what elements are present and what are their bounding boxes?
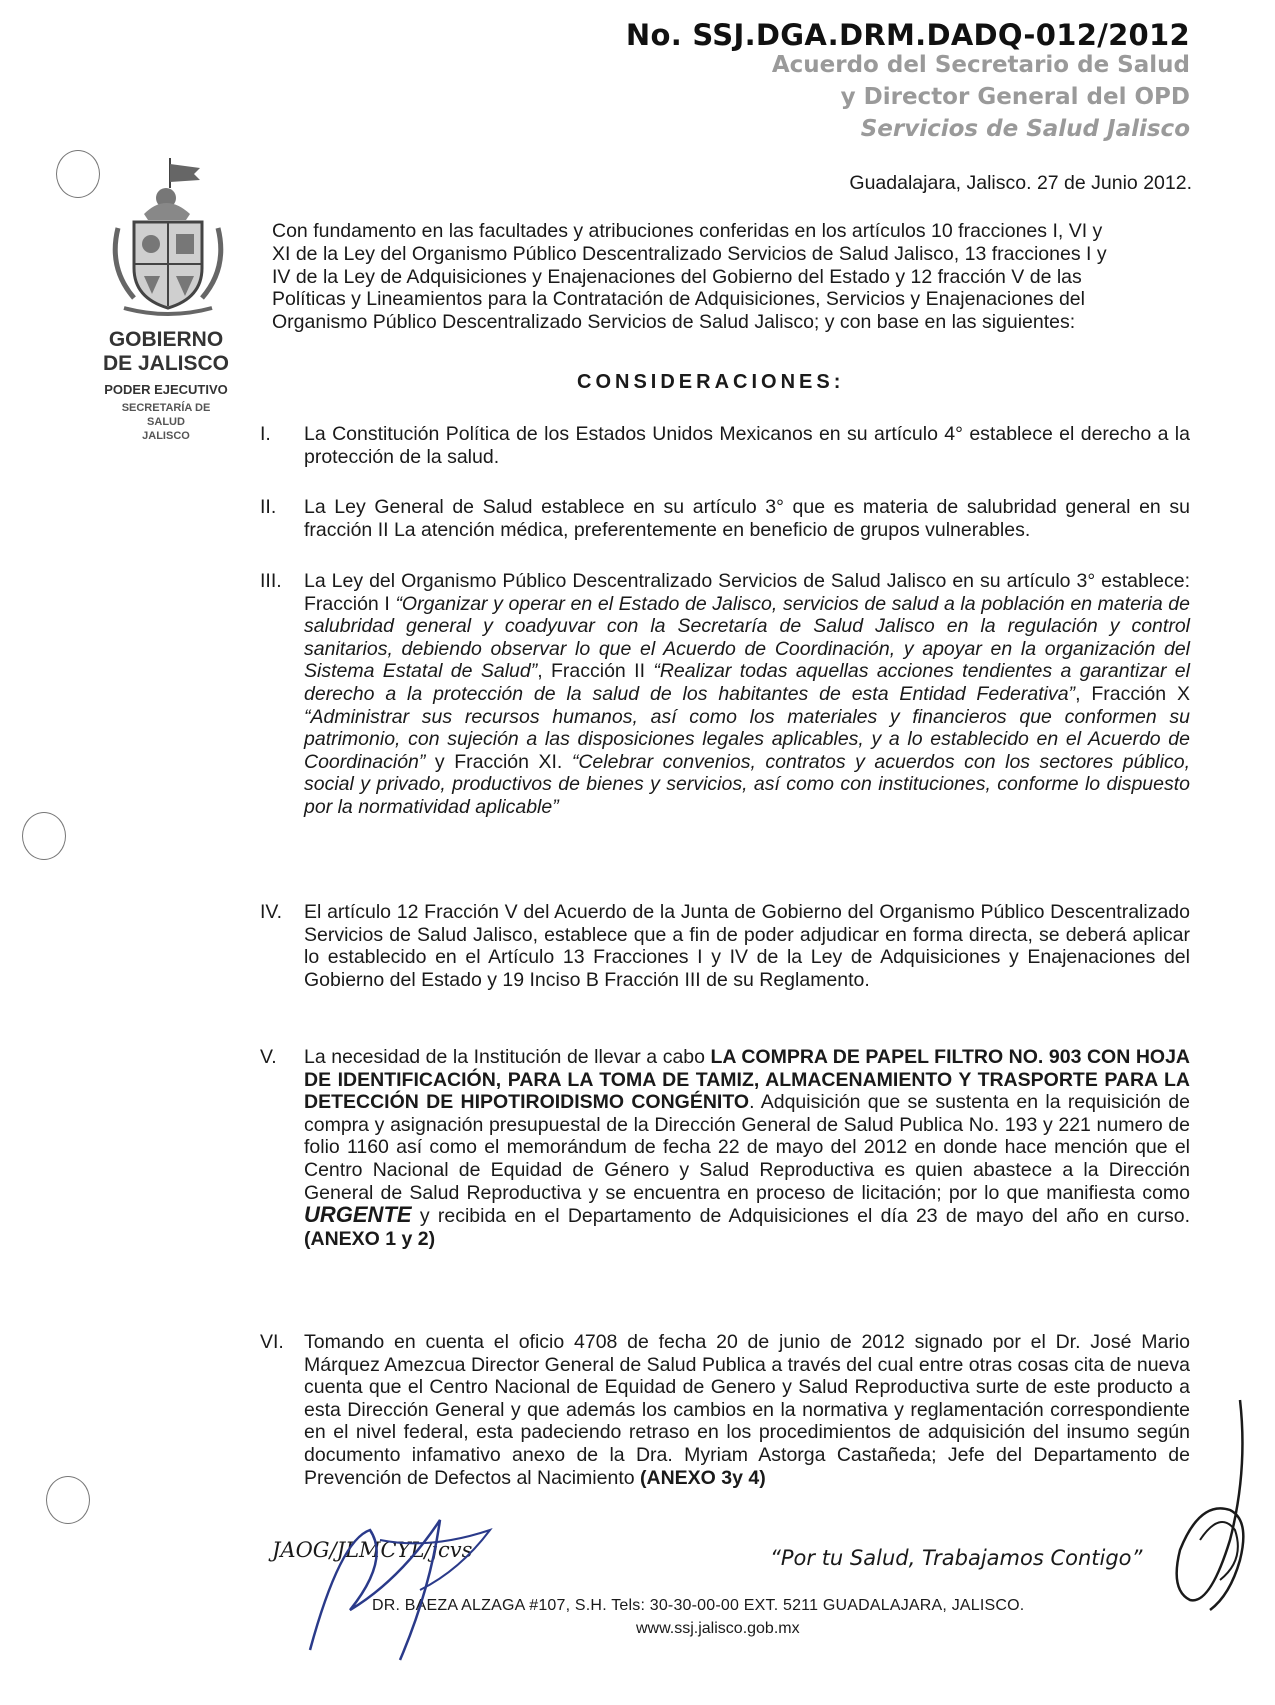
item-text <box>304 1331 1190 1489</box>
logo-line-6: JALISCO <box>142 430 190 442</box>
item-number: III. <box>260 570 282 592</box>
annex-reference: (ANEXO 3y 4) <box>640 1466 766 1489</box>
considerations-heading: CONSIDERACIONES: <box>577 371 845 393</box>
urgent-label: URGENTE <box>304 1202 412 1228</box>
intro-paragraph <box>272 220 1188 334</box>
footer-motto: “Por tu Salud, Trabajamos Contigo” <box>770 1546 1143 1570</box>
item-text-part: , Fracción X <box>1075 682 1190 705</box>
header-line-3: Servicios de Salud Jalisco <box>860 116 1190 142</box>
item-text-part: La necesidad de la Institución de llevar a cabo <box>304 1046 711 1068</box>
item-text-part: Tomando en cuenta el oficio 4708 de fecha 20 de junio de 2012 signado por el Dr. José Mario Márquez Amezcua Director General de Salud Publica a través del cual entre otras cosas cita de nueva cuenta que el Centro Nacional de Equidad de Genero y Salud Reproductiva surte de este producto a esta Dirección General y que además los cambios en la normativa y reglamentación correspondiente en el nivel federal, esta padeciendo retraso en los procedimientos de adquisición del insumo según documento infamativo anexo de la Dra. Myriam Astorga Castañeda; Jefe del Departamento de Prevención de Defectos al Nacimiento <box>304 1331 1190 1489</box>
intro-line: Organismo Público Descentralizado Servicios de Salud Jalisco; y con base en las siguientes: <box>272 311 1076 334</box>
item-quote: “Realizar todas aquellas acciones tendientes a garantizar el derecho a la protección de la salud de los habitantes de esta Entidad Federativa” <box>304 660 1190 705</box>
intro-line: Con fundamento en las facultades y atribuciones conferidas en los artículos 10 fracciones I, VI y <box>272 220 1103 242</box>
punch-hole-bottom <box>46 1476 90 1524</box>
item-text-part: . Adquisición que se sustenta en la requisición de compra y asignación presupuestal de la Dirección General de Salud Publica No. 193 y 221 numero de folio 1160 así como el memorándum de fecha 22 de mayo del 2012 en donde hace mención que el Centro Nacional de Equidad de Género y Salud Reproductiva es quien abastece a la Dirección General de Salud Reproductiva y se encuentra en proceso de licitación; por lo que manifiesta como <box>304 1091 1190 1204</box>
item-text <box>304 1046 1190 1250</box>
item-text: La Ley General de Salud establece en su artículo 3° que es materia de salubridad general en su fracción II La atención médica, preferentemente en beneficio de grupos vulnerables. <box>304 496 1190 541</box>
consideration-item-vi <box>260 1331 1190 1489</box>
header-line-1: Acuerdo del Secretario de Salud <box>771 52 1190 78</box>
punch-hole-top <box>56 150 100 198</box>
item-text-part: , Fracción II <box>537 660 654 683</box>
item-quote: “Celebrar convenios, contratos y acuerdos con los sectores público, social y privado, productivos de bienes y servicios, así como con instituciones, conforme lo dispuesto por la normatividad aplicable” <box>304 750 1190 818</box>
logo-line-3: PODER EJECUTIVO <box>104 382 228 397</box>
signature-icon <box>1160 1390 1265 1620</box>
logo-line-2: DE JALISCO <box>102 352 230 375</box>
item-text: La Constitución Política de los Estados Unidos Mexicanos en su artículo 4° establece el derecho a la protección de la salud. <box>304 423 1190 468</box>
coat-of-arms-icon <box>104 158 232 318</box>
document-date: Guadalajara, Jalisco. 27 de Junio 2012. <box>849 172 1192 194</box>
item-number: I. <box>260 423 271 445</box>
consideration-item-iii <box>260 570 1190 819</box>
document-number: No. SSJ.DGA.DRM.DADQ-012/2012 <box>625 18 1190 52</box>
footer-address: DR. BAEZA ALZAGA #107, S.H. Tels: 30-30-00-00 EXT. 5211 GUADALAJARA, JALISCO. <box>372 1597 1025 1614</box>
reference-initials: JAOG/JLMCYL/jcvs <box>272 1538 473 1562</box>
item-text-part: y recibida en el Departamento de Adquisiciones el día 23 de mayo del año en curso. <box>411 1205 1190 1228</box>
logo-line-1: GOBIERNO <box>108 328 224 351</box>
item-number: IV. <box>260 901 283 923</box>
consideration-item-i <box>260 423 1190 468</box>
intro-line: IV de la Ley de Adquisiciones y Enajenaciones del Gobierno del Estado y 12 fracción V de las <box>272 265 1082 288</box>
consideration-item-ii <box>260 496 1190 541</box>
item-emphasis: LA COMPRA DE PAPEL FILTRO NO. 903 CON HOJA DE IDENTIFICACIÓN, PARA LA TOMA DE TAMIZ, ALMACENAMIENTO Y TRASPORTE PARA LA DETECCIÓN DE HIPOTIROIDISMO CONGÉNITO <box>304 1046 1190 1114</box>
consideration-item-v <box>260 1046 1190 1250</box>
consideration-item-iv <box>260 901 1190 991</box>
logo-line-4: SECRETARÍA DE <box>121 402 211 414</box>
logo-line-5: SALUD <box>147 416 185 428</box>
intro-line: Políticas y Lineamientos para la Contratación de Adquisiciones, Servicios y Enajenaciones del <box>272 288 1085 311</box>
item-text-part: La Ley del Organismo Público Descentralizado Servicios de Salud Jalisco en su artículo 3° establece: Fracción I <box>304 570 1190 615</box>
intro-line: XI de la Ley del Organismo Público Descentralizado Servicios de Salud Jalisco, 13 fracciones I y <box>272 242 1107 265</box>
item-number: II. <box>260 496 277 518</box>
footer-website: www.ssj.jalisco.gob.mx <box>636 1620 800 1637</box>
item-text-part: y Fracción XI. <box>425 750 572 773</box>
item-quote: “Organizar y operar en el Estado de Jalisco, servicios de salud a la población en materia de salubridad general y coadyuvar con la Secretaría de Salud Jalisco en la regulación y control sanitarios, debiendo observar lo que el Acuerdo de Coordinación, y apoyar en la organización del Sistema Estatal de Salud” <box>304 592 1190 683</box>
item-number: VI. <box>260 1331 284 1353</box>
item-text <box>304 570 1190 819</box>
item-number: V. <box>260 1046 277 1068</box>
item-quote: “Administrar sus recursos humanos, así como los materiales y financieros que conformen su patrimonio, con sujeción a las disposiciones legales aplicables, y a lo establecido en el Acuerdo de Coordinación” <box>304 705 1190 773</box>
header-line-2: y Director General del OPD <box>840 84 1190 110</box>
punch-hole-middle <box>22 812 66 860</box>
item-text: El artículo 12 Fracción V del Acuerdo de la Junta de Gobierno del Organismo Público Descentralizado Servicios de Salud Jalisco, establece que a fin de poder adjudicar en forma directa, se deberá aplicar lo establecido en el Artículo 13 Fracciones I y IV de la Ley de Adquisiciones y Enajenaciones del Gobierno del Estado y 19 Inciso B Fracción III de su Reglamento. <box>304 901 1190 991</box>
initials-scribble-icon <box>280 1500 550 1670</box>
annex-reference: (ANEXO 1 y 2) <box>304 1227 436 1250</box>
